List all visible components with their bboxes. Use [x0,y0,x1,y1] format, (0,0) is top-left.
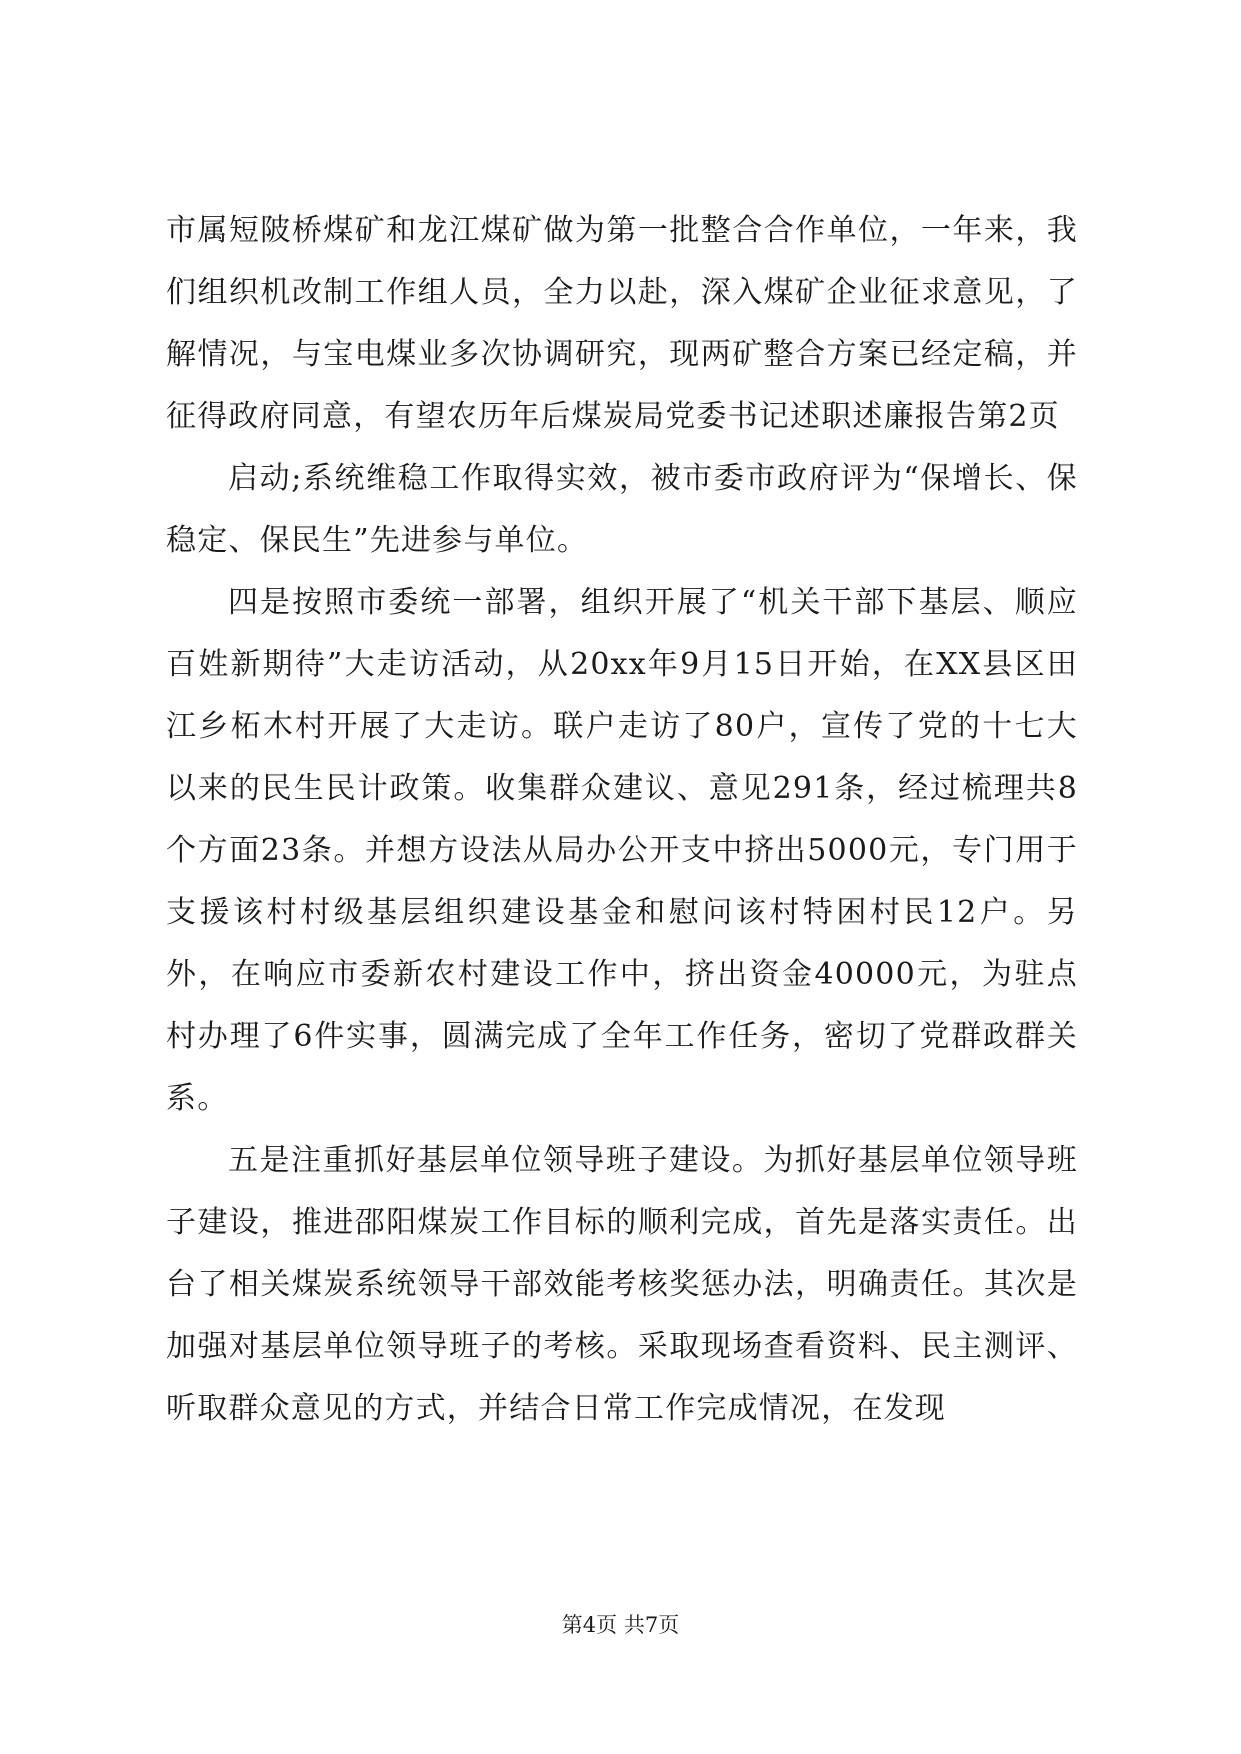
paragraph-stability: 启动;系统维稳工作取得实效，被市委市政府评为“保增长、保稳定、保民生”先进参与单位。 [166,461,1078,558]
page-number-footer: 第4页 共7页 [561,1613,680,1637]
paragraph-leadership: 五是注重抓好基层单位领导班子建设。为抓好基层单位领导班子建设，推进邵阳煤炭工作目标的顺利完成，首先是落实责任。出台了相关煤炭系统领导干部效能考核奖惩办法，明确责任。其次是加强对基层单位领导班子的考核。采取现场查看资料、民主测评、听取群众意见的方式，并结合日常工作完成情况，在发现 [166,1143,1078,1426]
document-body [166,200,1078,1440]
paragraph-visits: 四是按照市委统一部署，组织开展了“机关干部下基层、顺应百姓新期待”大走访活动，从20xx年9月15日开始，在XX县区田江乡柘木村开展了大走访。联户走访了80户，宣传了党的十七大以来的民生民计政策。收集群众建议、意见291条，经过梳理共8个方面23条。并想方设法从局办公开支中挤出5000元，专门用于支援该村村级基层组织建设基金和慰问该村特困村民12户。另外，在响应市委新农村建设工作中，挤出资金40000元，为驻点村办理了6件实事，圆满完成了全年工作任务，密切了党群政群关系。 [166,585,1078,1116]
paragraph-continued: 市属短陂桥煤矿和龙江煤矿做为第一批整合合作单位，一年来，我们组织机改制工作组人员，全力以赴，深入煤矿企业征求意见，了解情况，与宝电煤业多次协调研究，现两矿整合方案已经定稿，并征得政府同意，有望农历年后煤炭局党委书记述职述廉报告第2页 [166,213,1078,434]
